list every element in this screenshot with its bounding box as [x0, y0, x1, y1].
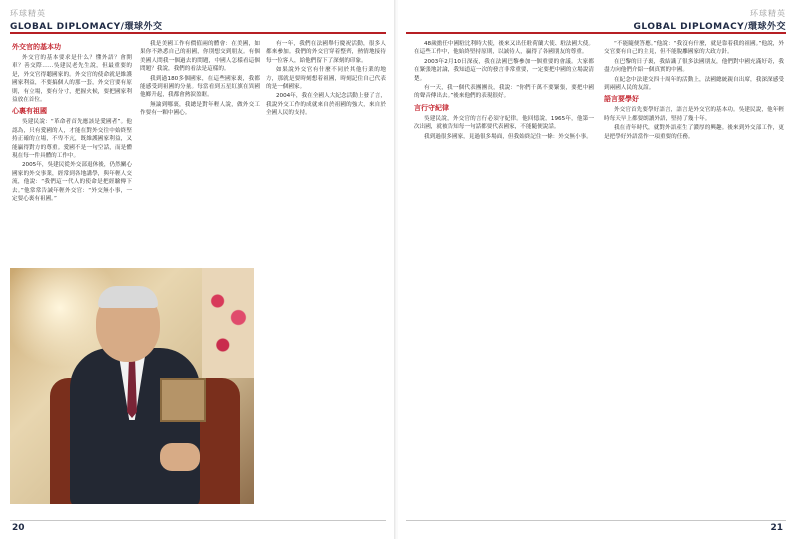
paragraph: 48歲擔任中國駐比利時大使，後來又出任駐荷蘭大使、駐法國大使。在這些工作中，他始終堅持原則，以誠待人，贏得了各國朋友的尊重。	[414, 41, 594, 56]
flower-arrangement	[202, 268, 254, 378]
left-column-2	[140, 40, 260, 262]
paragraph: 吳建民說：“革命者首先應該是愛國者”。他認為，只有愛國的人，才能在對外交往中始終堅持正確的立場，不卑不亢，既維護國家利益，又能贏得對方的尊重。愛國不是一句空話，而是體現在每一件具體的工作中。	[12, 119, 132, 160]
header-title-cn: 環球外交	[747, 22, 786, 32]
footer-rule	[10, 520, 386, 521]
paragraph: 無論到哪裏，我總是對年輕人說，做外交工作要有一顆中國心。	[140, 101, 260, 117]
paragraph: 2005年，吳建民從外交部退休後，仍然關心國家的外交事業，經常到各地講學，與年輕人交流，他說：“我們這一代人的使命是把經驗傳下去。”他常常告誡年輕外交官：“外交無小事，一定要心裏有祖國。”	[12, 162, 132, 203]
left-column-1	[12, 40, 132, 262]
paragraph: 有一年，我們在法國舉行慶祝活動，很多人都來參加。我們的外交官穿着整齊，熱情地接待每一位客人，給他們留下了深刻的印象。	[266, 41, 386, 64]
left-column-3	[266, 40, 386, 510]
paragraph: 在紀念中法建交四十周年的活動上，法國總統親自出席，我深深感受到兩國人民的友誼。	[604, 76, 784, 92]
header-section-label: 环球精英	[750, 9, 786, 18]
paragraph: “不能隨便答應。”他說：“我沒有什麼，就是靠着我的祖國。”他說，外交官要有自己的主見，但不能脫離國家的大政方針。	[604, 41, 784, 56]
paragraph: 我到過180多個國家，在這些國家裏，我都能感受到祖國的分量。每當看到五星紅旗在異國他鄉升起，我都會熱淚盈眶。	[140, 75, 260, 99]
section-heading-discipline: 言行守紀律	[414, 103, 449, 112]
section-heading-love-country: 心裏有祖國	[12, 107, 47, 116]
paragraph: 吳建民說，外交官的言行必須守紀律。他回憶說，1965年，他第一次出國，就被告知每一句話都要代表國家，不能隨便說話。	[414, 115, 594, 131]
portrait-photo	[10, 268, 254, 504]
paragraph: 外交官的基本要求是什么？懂外語？會開車？善交際……吳建民老先生說，但最重要的是，外交官得聽國家的。外交官的使命就是維護國家利益，不要搞個人的那一套，外交官要有原則，有立場，要有分寸，把握火候，要把國家利益放在首位。	[12, 55, 132, 104]
right-column-1	[414, 40, 594, 508]
paragraph: 在巴黎的日子裏，我結識了很多法國朋友，他們對中國充滿好奇，我盡力向他們介紹一個真實的中國。	[604, 58, 784, 74]
page-number: 20	[12, 523, 25, 533]
paragraph: 我是美國工作有價值兩的體會：在美國，如果你不熟悉自己的祖國，你別想交到朋友。有個美國人問我一個過去的問題，中國人怎樣看這個問題？我說，我們的看法是這樣的。	[140, 41, 260, 73]
paragraph: 2004年，我在全國人大紀念活動上發了言，我說外交工作的成就來自於祖國的強大，來自於全國人民的支持。	[266, 93, 386, 117]
header-title-en: GLOBAL DIPLOMACY	[10, 22, 121, 32]
page-number: 21	[770, 523, 783, 533]
paragraph: 外交官首先要學好語言，語言是外交官的基本功。吳建民說，他年輕時每天早上都要朗讀外語，堅持了幾十年。	[604, 107, 784, 122]
man-hand	[160, 443, 200, 471]
header-column-title	[10, 19, 386, 32]
section-heading-language: 語言要學好	[604, 95, 639, 104]
left-page-header	[10, 8, 386, 34]
man-hair	[98, 286, 158, 308]
header-title-sep: /	[744, 22, 748, 32]
right-column-2	[604, 40, 784, 508]
header-title-en: GLOBAL DIPLOMACY	[633, 22, 745, 32]
paragraph: 2003年2月10日深夜，我在法國巴黎參加一個重要的會議。大家都在緊張地討論，我知道這一次的發言非常重要，一定要把中國的立場說清楚。	[414, 58, 594, 82]
section-heading-basic-skills: 外交官的基本功	[12, 43, 61, 51]
paragraph: 我在青年時代，就對外語產生了濃厚的興趣。後來到外交部工作，更是把學好外語當作一項重要的任務。	[604, 125, 784, 140]
header-column-title	[406, 19, 786, 32]
header-section-label: 环球精英	[10, 9, 46, 18]
header-title-sep: /	[120, 22, 125, 32]
left-page	[0, 0, 397, 539]
header-title-cn: 環球外交	[124, 22, 163, 32]
paragraph: 我到過很多國家，見過很多場面，但我始終記住一條：外交無小事。	[424, 133, 592, 140]
right-page-header	[406, 8, 786, 34]
picture-frame	[160, 378, 206, 422]
right-page	[398, 0, 795, 539]
footer-rule	[406, 520, 786, 521]
paragraph: 如果說外交官有什麼不同於其他行業的地方，那就是要時刻想着祖國，時刻記住自己代表的是一個國家。	[266, 67, 386, 91]
paragraph: 有一天，我一個代表團團長，我說：“你們千萬不要緊張，要把中國的聲音傳出去。”後來他們的表現很好。	[414, 85, 594, 100]
